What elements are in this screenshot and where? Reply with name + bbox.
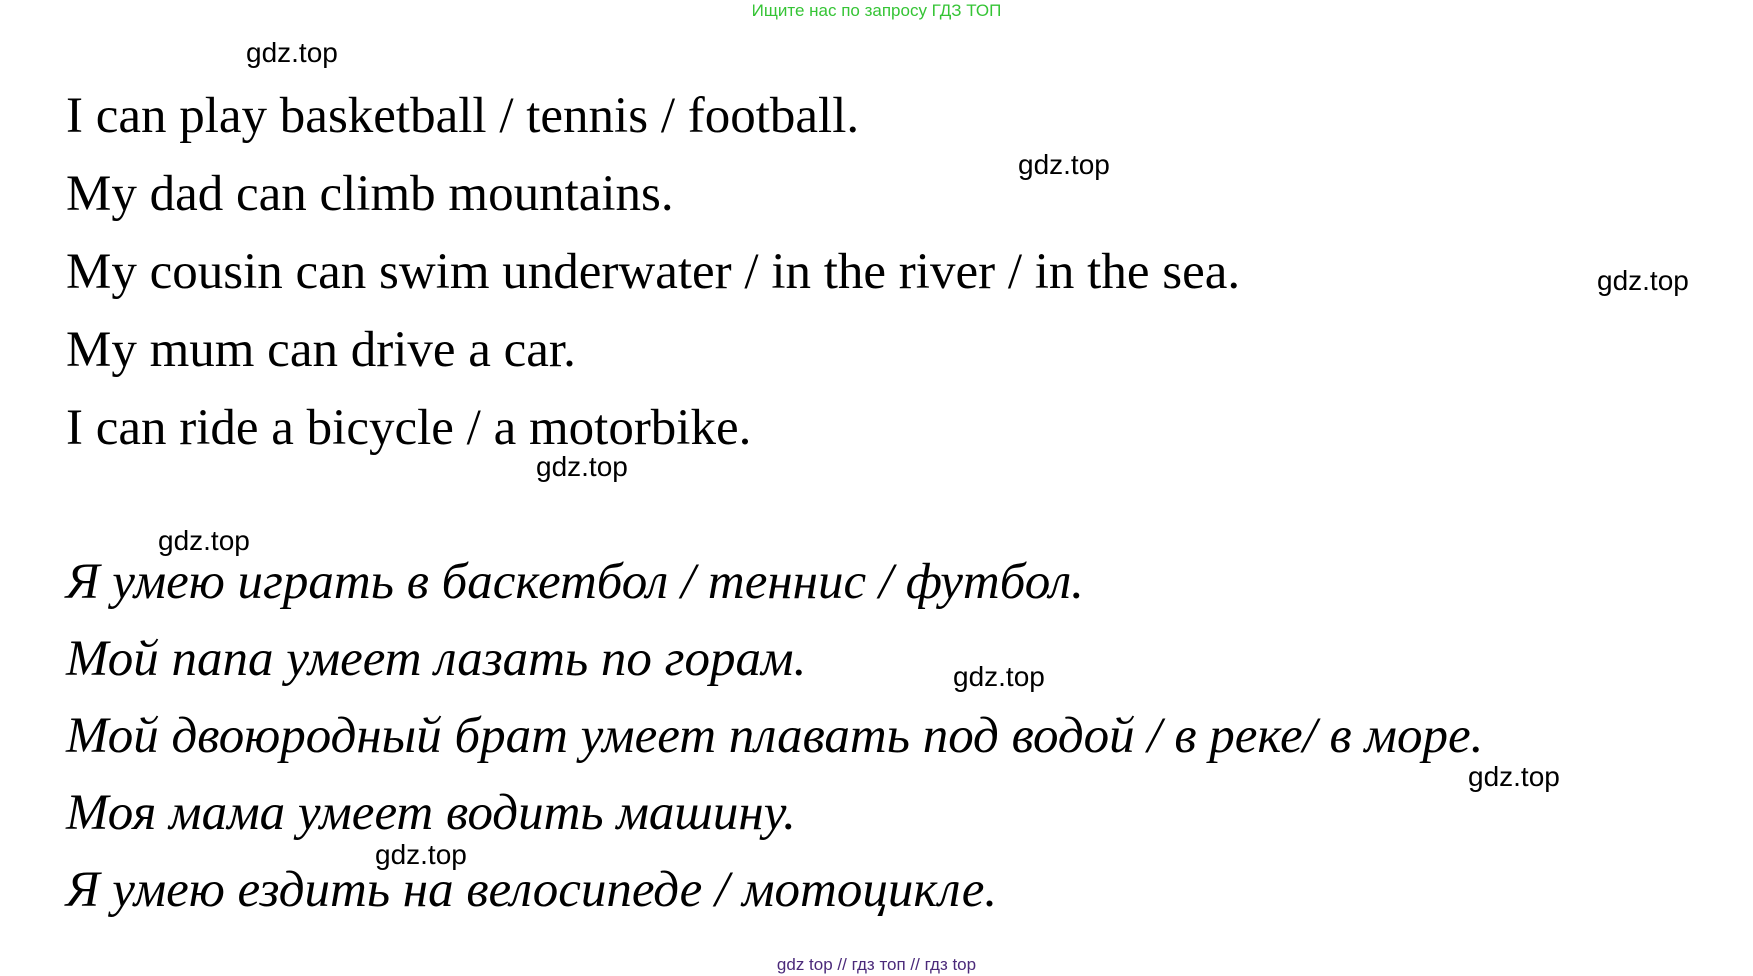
russian-line: Мой двоюродный брат умеет плавать под водой / в реке/ в море. <box>66 708 1484 764</box>
english-line: My dad can climb mountains. <box>66 166 674 222</box>
english-line: I can play basketball / tennis / football. <box>66 88 860 144</box>
watermark: gdz.top <box>375 839 467 870</box>
russian-line: Я умею играть в баскетбол / теннис / футбол. <box>66 554 1084 610</box>
russian-line: Я умею ездить на велосипеде / мотоцикле. <box>66 862 998 918</box>
watermark: gdz.top <box>1597 265 1689 296</box>
english-line: My mum can drive a car. <box>66 322 576 378</box>
watermark: gdz.top <box>953 661 1045 692</box>
russian-line: Моя мама умеет водить машину. <box>66 785 796 841</box>
footer-text: gdz top // гдз топ // гдз top <box>776 955 977 974</box>
top-banner: Ищите нас по запросу ГДЗ ТОП <box>751 1 1002 20</box>
watermark: gdz.top <box>246 37 338 68</box>
watermark: gdz.top <box>1018 149 1110 180</box>
watermark: gdz.top <box>536 451 628 482</box>
english-line: My cousin can swim underwater / in the river / in the sea. <box>66 244 1241 300</box>
russian-line: Мой папа умеет лазать по горам. <box>66 631 807 687</box>
watermark: gdz.top <box>158 525 250 556</box>
watermark: gdz.top <box>1468 761 1560 792</box>
english-line: I can ride a bicycle / a motorbike. <box>66 400 752 456</box>
